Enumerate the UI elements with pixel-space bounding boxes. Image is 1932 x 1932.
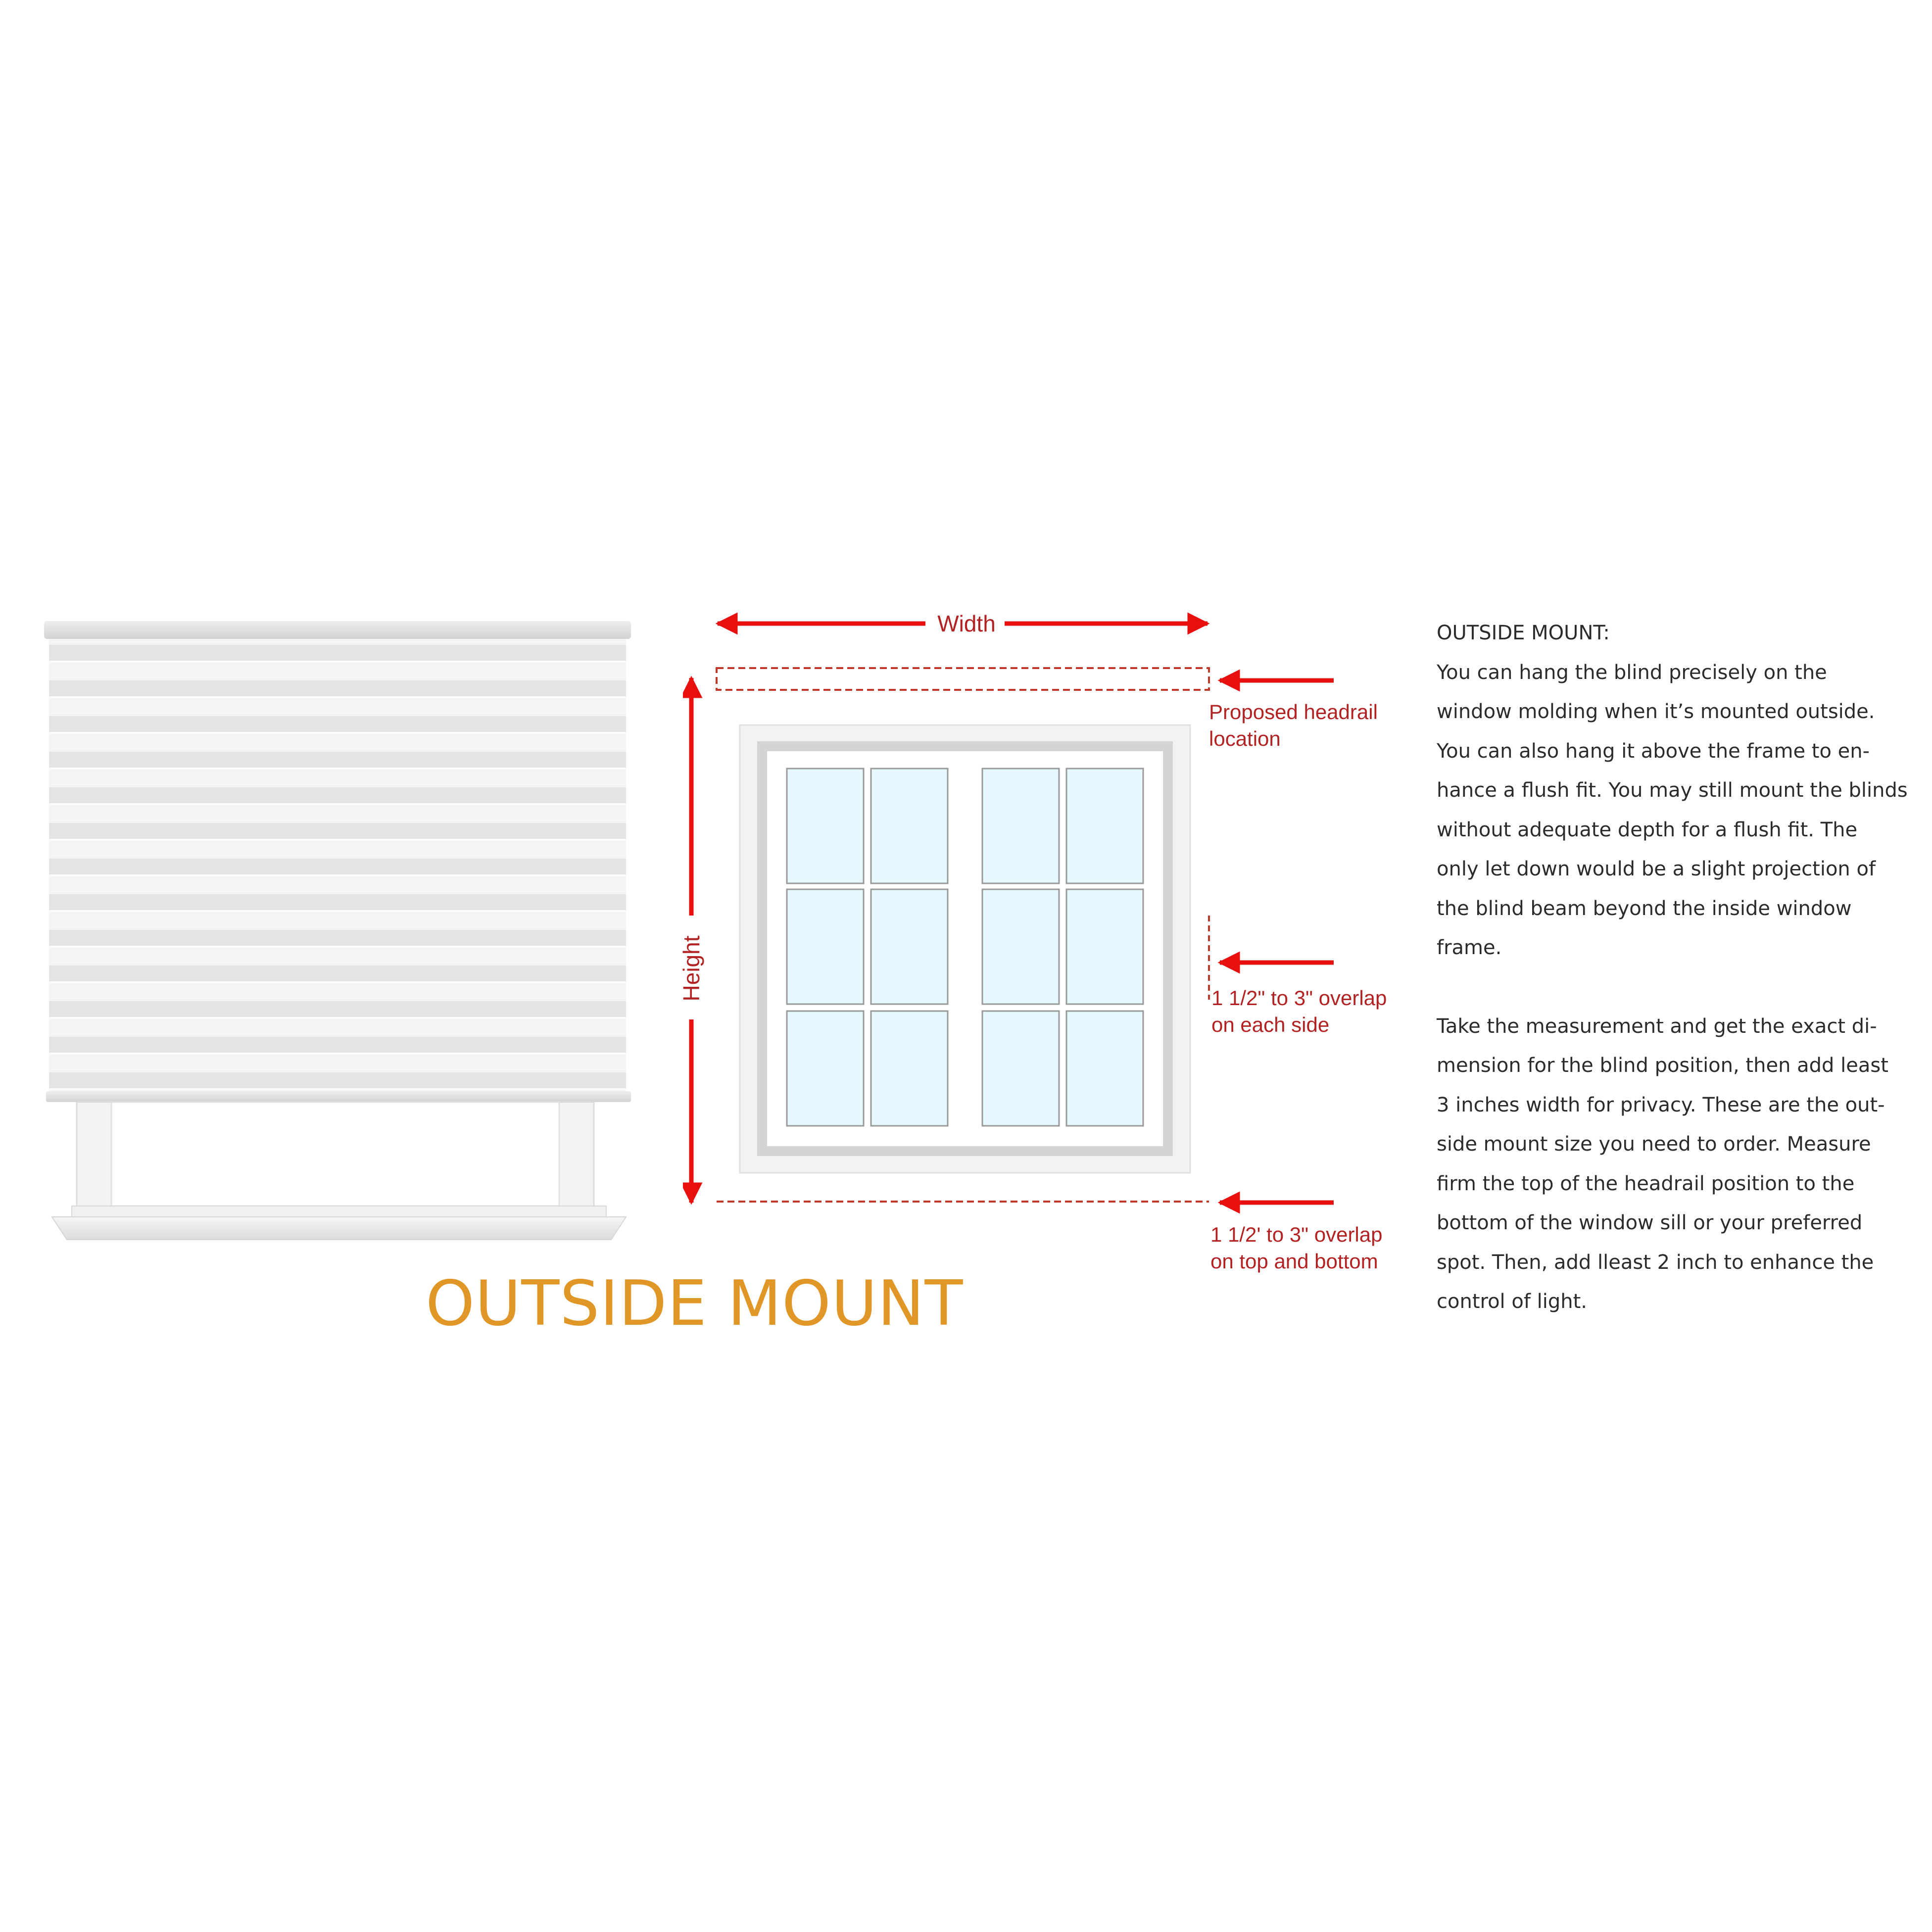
top-bottom-overlap-label: 1 1/2' to 3" overlap on top and bottom [1210,1223,1383,1273]
blind-pleat [49,1037,626,1054]
blind-pleat [49,716,626,733]
window-pane [871,1011,948,1126]
instruction-line: 3 inches width for privacy. These are the out- [1437,1093,1885,1116]
window-pane [787,769,864,883]
headrail-location-label: Proposed headrail location [1209,700,1378,750]
instruction-line: You can also hang it above the frame to en- [1437,739,1870,763]
instruction-line: mension for the blind position, then add least [1437,1054,1888,1077]
diagram-graphic [683,594,1415,1287]
instruction-line: window molding when it’s mounted outside. [1437,700,1875,723]
instruction-line: firm the top of the headrail position to the [1437,1172,1855,1195]
blind-pleat [49,680,626,697]
proposed-headrail-outline [717,668,1209,690]
instructions-paragraph-2 [1437,1007,1912,1322]
window-sill [52,1217,626,1240]
blind-pleat [49,966,626,982]
instruction-line: the blind beam beyond the inside window [1437,897,1852,920]
blind-pleat [49,1072,626,1089]
window-opening [111,1102,559,1206]
side-overlap-label: 1 1/2" to 3" overlap on each side [1211,986,1387,1036]
blind-pleat [49,859,626,875]
instructions-heading: OUTSIDE MOUNT: [1437,622,1610,644]
instruction-line: side mount size you need to order. Measure [1437,1133,1871,1156]
instruction-line: control of light. [1437,1290,1588,1313]
instruction-line: bottom of the window sill or your preferred [1437,1211,1863,1234]
instruction-line: Take the measurement and get the exact di- [1437,1014,1877,1038]
blind-pleat [49,930,626,947]
window-pane [871,769,948,883]
instruction-line: hance a flush fit. You may still mount the blinds [1437,779,1908,802]
instruction-line: without adequate depth for a flush fit. The [1437,818,1858,841]
blind-pleat [49,823,626,840]
measurement-diagram [678,594,1415,1287]
window-pane [982,1011,1059,1126]
blind-pleat [49,894,626,911]
instruction-line: frame. [1437,936,1502,959]
instruction-line: spot. Then, add lleast 2 inch to enhance the [1437,1251,1874,1274]
window-left-jamb [77,1102,111,1211]
window-pane [1066,769,1143,883]
instructions-text [1437,614,1912,1322]
blind-headrail [44,621,631,639]
window-pane [1066,1011,1143,1126]
blind-pleat [49,1001,626,1018]
blind-pleat [49,752,626,769]
window-pane [871,889,948,1004]
width-label: Width [937,611,996,636]
instruction-line: You can hang the blind precisely on the [1437,661,1827,684]
window-pane [1066,889,1143,1004]
instruction-line: only let down would be a slight projection of [1437,858,1876,880]
blind-bottom-rail [46,1091,631,1102]
window-stool [72,1206,606,1217]
height-label: Height [678,935,704,1002]
window-pane [787,1011,864,1126]
window-pane [982,889,1059,1004]
window-pane [787,889,864,1004]
pleated-blind-illustration [42,621,636,1242]
window-pane [982,769,1059,883]
page-title: OUTSIDE MOUNT [426,1267,964,1340]
instructions-paragraph-1 [1437,653,1912,968]
blind-pleat [49,645,626,662]
window-right-jamb [559,1102,594,1211]
blind-graphic [42,621,636,1242]
blind-pleat [49,787,626,804]
